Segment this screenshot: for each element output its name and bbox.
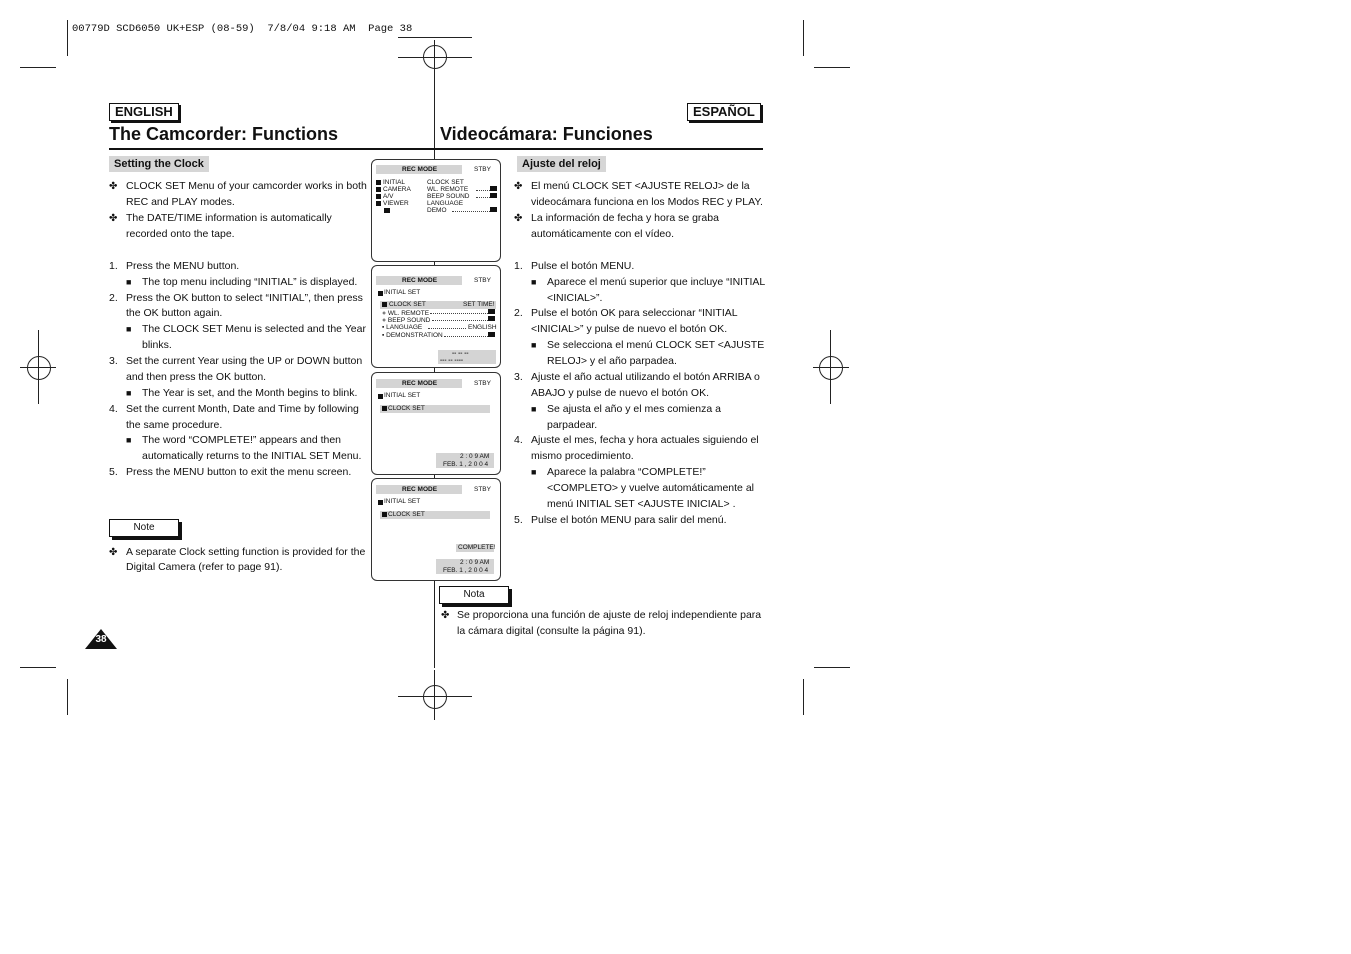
bullet-mark: ✤	[109, 547, 118, 558]
submenu-item: DEMO	[427, 207, 447, 214]
note-line: Se proporciona una función de ajuste de reloj independiente para	[457, 609, 762, 621]
registration-mark	[813, 367, 849, 368]
step-text: mismo procedimiento.	[531, 450, 634, 462]
step-number: 3.	[109, 355, 118, 367]
square-bullet: ■	[531, 467, 537, 477]
stby-label: STBY	[474, 380, 491, 387]
demo-icon	[490, 207, 497, 212]
step-text: Pulse el botón MENU para salir del menú.	[531, 514, 727, 526]
submenu-item: LANGUAGE	[427, 200, 464, 207]
step-subtext: blinks.	[142, 339, 172, 351]
submenu-item: BEEP SOUND	[427, 193, 470, 200]
step-number: 2.	[514, 307, 523, 319]
dot-leader	[444, 336, 488, 337]
step-subtext: The top menu including “INITIAL” is displayed.	[142, 276, 358, 288]
step-subtext: The CLOCK SET Menu is selected and the Year	[142, 323, 366, 335]
date-value: FEB. 1 , 2 0 0 4	[443, 461, 489, 468]
initial-icon	[378, 291, 383, 296]
dot-leader	[452, 211, 490, 212]
dot-leader	[476, 190, 490, 191]
crop-mark	[803, 20, 804, 56]
square-bullet: ■	[126, 435, 132, 445]
step-subtext: parpadear.	[547, 419, 598, 431]
step-text: Pulse el botón MENU.	[531, 260, 635, 272]
intro-line: videocámara funciona en los Modos REC y PLAY.	[531, 196, 763, 208]
square-bullet: ■	[531, 404, 537, 414]
title-rule	[109, 148, 763, 150]
step-number: 4.	[109, 403, 118, 415]
initial-set-heading: INITIAL SET	[384, 289, 421, 296]
step-subtext: RELOJ> y el año parpadea.	[547, 355, 677, 367]
intro-line: REC and PLAY modes.	[126, 196, 235, 208]
dot-leader	[476, 197, 490, 198]
language-item: ▪ LANGUAGE	[382, 324, 423, 331]
square-bullet: ■	[126, 277, 132, 287]
step-number: 1.	[514, 260, 523, 272]
step-number: 2.	[109, 292, 118, 304]
menu-item-viewer: VIEWER	[383, 200, 409, 207]
intro-line: recorded onto the tape.	[126, 228, 235, 240]
step-text: Press the MENU button.	[126, 260, 240, 272]
step-text: Pulse el botón OK para seleccionar “INITIAL	[531, 307, 738, 319]
rec-mode-label: REC MODE	[402, 380, 438, 387]
time-value: 2 : 0 9 AM	[460, 453, 490, 460]
step-subtext: <COMPLETO> y vuelve automáticamente al	[547, 482, 754, 494]
rec-mode-label: REC MODE	[402, 277, 438, 284]
crop-mark	[67, 20, 68, 56]
note-line: la cámara digital (consulte la página 91).	[457, 625, 646, 637]
clock-set-item: CLOCK SET	[389, 301, 426, 308]
viewer-icon	[376, 201, 381, 206]
date-value: FEB. 1 , 2 0 0 4	[443, 567, 489, 574]
step-number: 3.	[514, 371, 523, 383]
menu-screen-1	[371, 159, 501, 262]
step-text: ABAJO y pulse de nuevo el botón OK.	[531, 387, 710, 399]
step-number: 1.	[109, 260, 118, 272]
step-number: 5.	[109, 466, 118, 478]
registration-mark	[423, 685, 447, 709]
initial-set-heading: INITIAL SET	[384, 392, 421, 399]
menu-item-initial: INITIAL	[383, 179, 406, 186]
dot-leader	[428, 328, 466, 329]
step-text: Set the current Year using the UP or DOWN button	[126, 355, 363, 367]
step-subtext: The Year is set, and the Month begins to blink.	[142, 387, 358, 399]
intro-line: automáticamente con el vídeo.	[531, 228, 675, 240]
step-text: Set the current Month, Date and Time by following	[126, 403, 359, 415]
step-subtext: Aparece el menú superior que incluye “INITIAL	[547, 276, 766, 288]
square-bullet: ■	[531, 340, 537, 350]
initial-icon	[378, 500, 383, 505]
intro-line: The DATE/TIME information is automatically	[126, 212, 332, 224]
step-subtext: The word “COMPLETE!” appears and then	[142, 434, 342, 446]
step-text: the OK button again.	[126, 307, 223, 319]
step-text: Press the MENU button to exit the menu screen.	[126, 466, 352, 478]
intro-line: El menú CLOCK SET <AJUSTE RELOJ> de la	[531, 180, 750, 192]
page-number: 38	[95, 634, 107, 645]
step-text: Press the OK button to select “INITIAL”, then press	[126, 292, 363, 304]
intro-line: La información de fecha y hora se graba	[531, 212, 719, 224]
complete-label: COMPLETE!	[458, 544, 496, 551]
step-text: Ajuste el año actual utilizando el botón ARRIBA o	[531, 371, 760, 383]
bullet-mark: ✤	[109, 213, 118, 224]
step-subtext: Se ajusta el año y el mes comienza a	[547, 403, 721, 415]
note-label-spanish: Nota	[439, 586, 509, 604]
crop-mark	[803, 679, 804, 715]
square-bullet: ■	[531, 277, 537, 287]
clock-icon	[382, 302, 387, 307]
menu-screen-2	[371, 265, 501, 368]
initial-set-heading: INITIAL SET	[384, 498, 421, 505]
menu-item-camera: CAMERA	[383, 186, 411, 193]
set-time-value: SET TIME!	[463, 301, 495, 308]
square-bullet: ■	[126, 388, 132, 398]
rec-mode-label: REC MODE	[402, 486, 438, 493]
clock-set-item: CLOCK SET	[388, 511, 425, 518]
crop-mark	[814, 667, 850, 668]
registration-mark	[38, 330, 39, 404]
square-bullet: ■	[126, 324, 132, 334]
time-value: 2 : 0 9 AM	[460, 559, 490, 566]
submenu-item: WL. REMOTE	[427, 186, 469, 193]
intro-line: CLOCK SET Menu of your camcorder works in both	[126, 180, 367, 192]
step-subtext: menú INITIAL SET <AJUSTE INICIAL> .	[547, 498, 736, 510]
selected-icon	[376, 180, 381, 185]
crop-mark	[20, 67, 56, 68]
step-subtext: Se selecciona el menú CLOCK SET <AJUSTE	[547, 339, 765, 351]
menu-screen-3	[371, 372, 501, 475]
step-subtext: automatically returns to the INITIAL SET Menu.	[142, 450, 362, 462]
section-heading-english: Setting the Clock	[109, 156, 209, 172]
menu-item-av: A/V	[383, 193, 394, 200]
stby-label: STBY	[474, 166, 491, 173]
menu-screen-4	[371, 478, 501, 581]
registration-mark	[819, 356, 843, 380]
camera-icon	[376, 187, 381, 192]
stby-label: STBY	[474, 486, 491, 493]
language-tag-spanish: ESPAÑOL	[687, 103, 761, 121]
registration-mark	[398, 696, 472, 697]
note-line: A separate Clock setting function is provided for the	[126, 546, 366, 558]
note-line: Digital Camera (refer to page 91).	[126, 561, 283, 573]
initial-icon	[378, 394, 383, 399]
date-blank: --- -- ----	[440, 357, 464, 364]
registration-mark	[398, 57, 472, 58]
note-label-english: Note	[109, 519, 179, 537]
remote-icon	[488, 309, 495, 314]
bullet-mark: ✤	[514, 181, 523, 192]
step-text: Ajuste el mes, fecha y hora actuales siguiendo el	[531, 434, 759, 446]
submenu-item: CLOCK SET	[427, 179, 464, 186]
demonstration-item: ▪ DEMONSTRATION	[382, 332, 443, 339]
step-text: the same procedure.	[126, 419, 223, 431]
step-text: and then press the OK button.	[126, 371, 267, 383]
step-text: <INICIAL>” y pulse de nuevo el botón OK.	[531, 323, 728, 335]
page-title-spanish: Videocámara: Funciones	[440, 124, 653, 144]
language-tag-english: ENGLISH	[109, 103, 179, 121]
card-icon	[384, 208, 390, 213]
beep-sound-item: ⋄ BEEP SOUND	[382, 317, 431, 324]
dot-leader	[432, 320, 488, 321]
crop-mark	[814, 67, 850, 68]
section-heading-spanish: Ajuste del reloj	[517, 156, 606, 172]
wl-remote-item: ⋄ WL. REMOTE	[382, 310, 430, 317]
print-header: 00779D SCD6050 UK+ESP (08-59) 7/8/04 9:18 AM Page 38	[72, 23, 413, 35]
registration-mark	[27, 356, 51, 380]
bullet-mark: ✤	[109, 181, 118, 192]
av-icon	[376, 194, 381, 199]
stby-label: STBY	[474, 277, 491, 284]
step-number: 4.	[514, 434, 523, 446]
beep-icon	[490, 193, 497, 198]
page-title-english: The Camcorder: Functions	[109, 124, 339, 144]
registration-mark	[830, 330, 831, 404]
step-subtext: Aparece la palabra “COMPLETE!”	[547, 466, 706, 478]
step-number: 5.	[514, 514, 523, 526]
bullet-mark: ✤	[441, 610, 450, 621]
time-blank: -- -- --	[452, 350, 469, 357]
dot-leader	[430, 313, 488, 314]
header-underline	[398, 37, 472, 38]
crop-mark	[20, 667, 56, 668]
step-subtext: <INICIAL>”.	[547, 292, 603, 304]
clock-icon	[382, 406, 387, 411]
remote-icon	[490, 186, 497, 191]
bullet-mark: ✤	[514, 213, 523, 224]
clock-icon	[382, 512, 387, 517]
rec-mode-label: REC MODE	[402, 166, 438, 173]
english-value: ENGLISH	[468, 324, 497, 331]
beep-icon	[488, 316, 495, 321]
registration-mark	[434, 670, 435, 720]
crop-mark	[67, 679, 68, 715]
clock-set-item: CLOCK SET	[388, 405, 425, 412]
demo-icon	[488, 332, 495, 337]
